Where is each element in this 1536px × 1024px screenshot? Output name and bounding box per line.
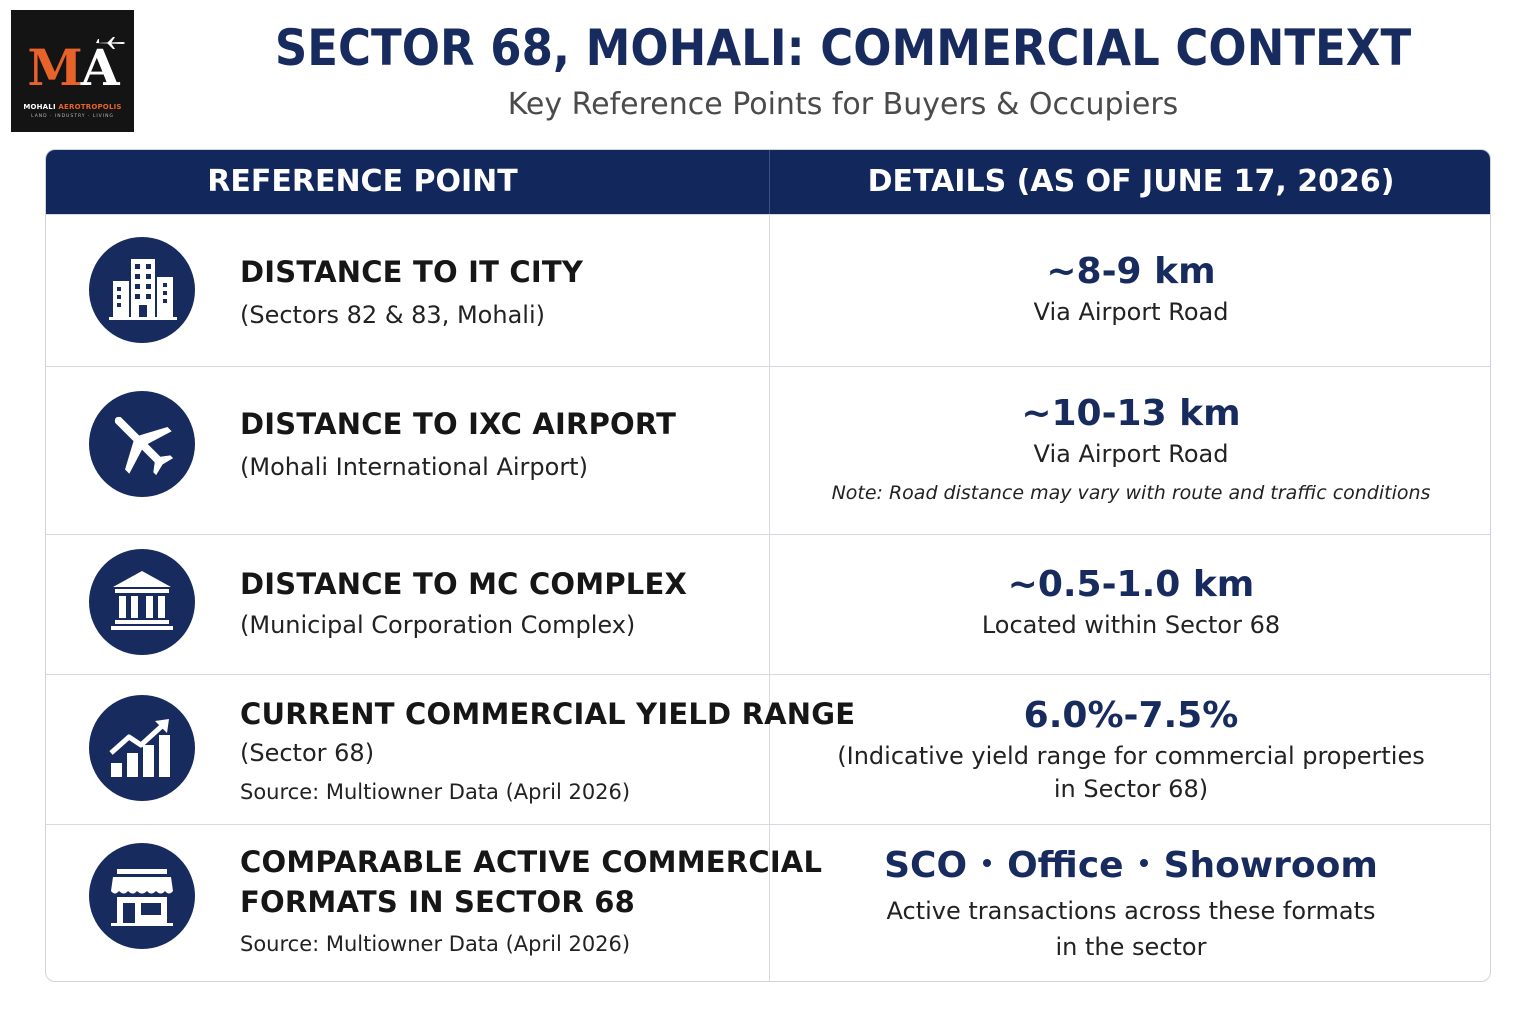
row-source: Source: Multiowner Data (April 2026) bbox=[240, 932, 631, 956]
route-detail: Via Airport Road bbox=[1033, 298, 1229, 326]
row-title: DISTANCE TO IXC AIRPORT bbox=[240, 407, 677, 441]
table-row bbox=[46, 534, 1490, 674]
format-showroom: Showroom bbox=[1163, 845, 1378, 886]
route-note: Note: Road distance may vary with route and traffic conditions bbox=[831, 482, 1431, 504]
logo-tagline: LAND · INDUSTRY · LIVING bbox=[31, 114, 114, 119]
separator-dot bbox=[1140, 859, 1148, 867]
row-subtitle: (Mohali International Airport) bbox=[240, 453, 588, 481]
row-title: DISTANCE TO IT CITY bbox=[240, 255, 584, 289]
route-detail: Via Airport Road bbox=[1033, 440, 1229, 468]
formats-detail-line1: Active transactions across these formats bbox=[886, 897, 1376, 925]
table-row bbox=[46, 824, 1490, 982]
column-header-reference: REFERENCE POINT bbox=[207, 164, 518, 199]
storefront-icon bbox=[89, 843, 195, 949]
row-title: DISTANCE TO MC COMPLEX bbox=[240, 567, 688, 601]
location-detail: Located within Sector 68 bbox=[981, 611, 1281, 639]
government-building-icon bbox=[89, 549, 195, 655]
row-title: CURRENT COMMERCIAL YIELD RANGE bbox=[240, 697, 856, 731]
table-row bbox=[46, 214, 1490, 366]
row-title-line1: COMPARABLE ACTIVE COMMERCIAL bbox=[240, 845, 823, 879]
row-subtitle: (Sector 68) bbox=[240, 739, 375, 767]
logo bbox=[11, 10, 134, 132]
row-source: Source: Multiowner Data (April 2026) bbox=[240, 780, 631, 804]
formats-list bbox=[770, 843, 1491, 889]
table-row bbox=[46, 674, 1490, 824]
row-subtitle: (Municipal Corporation Complex) bbox=[240, 611, 636, 639]
distance-value: ~0.5-1.0 km bbox=[1007, 564, 1255, 605]
separator-dot bbox=[983, 859, 991, 867]
format-office: Office bbox=[1007, 845, 1124, 886]
yield-value: 6.0%-7.5% bbox=[1023, 695, 1239, 736]
reference-table bbox=[45, 149, 1491, 982]
row-subtitle: (Sectors 82 & 83, Mohali) bbox=[240, 301, 545, 329]
building-icon bbox=[89, 237, 195, 343]
distance-value: ~8-9 km bbox=[1046, 251, 1216, 292]
page-title: SECTOR 68, MOHALI: COMMERCIAL CONTEXT bbox=[274, 19, 1412, 77]
format-sco: SCO bbox=[884, 845, 968, 886]
bar-chart-growth-icon bbox=[89, 695, 195, 801]
distance-value: ~10-13 km bbox=[1021, 393, 1241, 434]
airplane-icon bbox=[89, 391, 195, 497]
logo-brand-name: MOHALI AEROTROPOLIS bbox=[23, 103, 122, 111]
formats-detail-line2: in the sector bbox=[1055, 933, 1207, 961]
yield-detail-line2: in Sector 68) bbox=[1053, 775, 1209, 803]
table-header bbox=[46, 150, 1490, 214]
yield-detail-line1: (Indicative yield range for commercial properties bbox=[837, 742, 1425, 770]
page-subtitle: Key Reference Points for Buyers & Occupiers bbox=[507, 87, 1179, 122]
table-row bbox=[46, 366, 1490, 534]
column-header-details: DETAILS (AS OF JUNE 17, 2026) bbox=[867, 164, 1395, 199]
logo-monogram: MA bbox=[27, 38, 118, 97]
row-title-line2: FORMATS IN SECTOR 68 bbox=[240, 885, 635, 919]
